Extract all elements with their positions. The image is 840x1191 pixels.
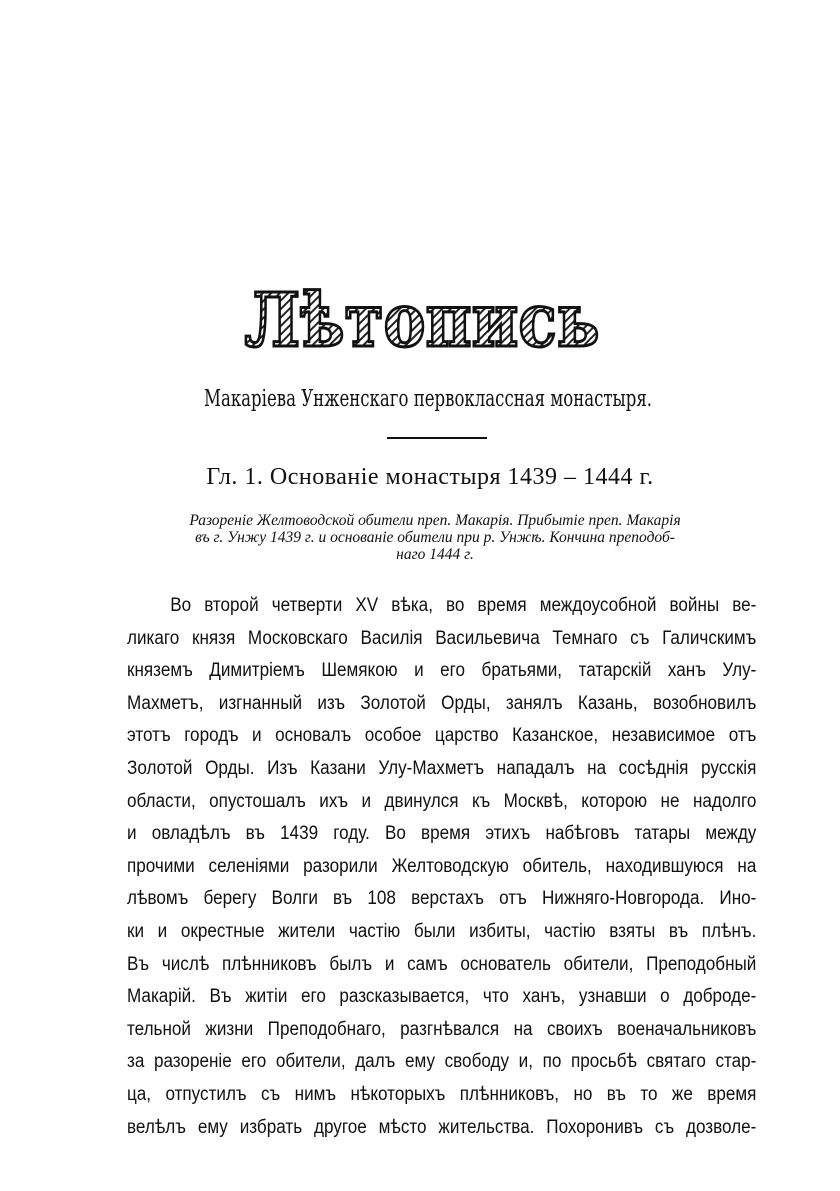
body-line: Махметъ, изгнанный изъ Золотой Орды, занялъ Казань, возобновилъ [127, 692, 757, 714]
body-line: тельной жизни Преподобнаго, разгнѣвался на своихъ военачальниковъ [127, 1018, 757, 1040]
summary-line: Разореніе Желтоводской обители преп. Макарія. Прибытіе преп. Макарія [189, 512, 681, 529]
summary-line: наго 1444 г. [396, 546, 474, 563]
body-line: Золотой Орды. Изъ Казани Улу-Махметъ нападалъ на сосѣднія русскія [127, 757, 757, 779]
body-line: Во второй четверти XV вѣка, во время междоусобной войны ве- [170, 595, 757, 616]
body-line: ки и окрестные жители частію были избиты, частію взяты въ плѣнъ. [127, 920, 757, 942]
decorative-title [240, 272, 605, 372]
body-line: за разореніе его обители, далъ ему свободу и, по просьбѣ святаго стар- [127, 1051, 757, 1073]
body-line: области, опустошалъ ихъ и двинулся къ Москвѣ, которою не надолго [127, 790, 757, 812]
body-line: ца, отпустилъ съ нимъ нѣкоторыхъ плѣнниковъ, но въ то же время [127, 1083, 757, 1105]
summary-line: въ г. Унжу 1439 г. и основаніе обители при р. Унжѣ. Кончина преподоб- [195, 529, 675, 546]
chapter-heading: Гл. 1. Основаніе монастыря 1439 – 1444 г. [206, 464, 654, 490]
body-line: этотъ городъ и основалъ особое царство Казанское, независимое отъ [127, 725, 757, 747]
chapter-summary [130, 512, 740, 563]
body-line: прочими селеніями разорили Желтоводскую обитель, находившуюся на [127, 855, 757, 877]
body-line: ликаго князя Московскаго Василія Васильевича Темнаго съ Галичскимъ [127, 627, 757, 649]
divider-rule [387, 437, 487, 439]
body-line: и овладѣлъ въ 1439 году. Во время этихъ набѣговъ татары между [127, 823, 757, 845]
title-text: Лѣтопись [244, 278, 600, 364]
body-line: лѣвомъ берегу Волги въ 108 верстахъ отъ Нижняго-Новгорода. Ино- [127, 888, 757, 910]
body-line: велѣлъ ему избрать другое мѣсто жительства. Похоронивъ съ дозволе- [127, 1116, 757, 1138]
body-line: Макарій. Въ житіи его разсказывается, что ханъ, узнавши о доброде- [127, 986, 757, 1008]
subtitle: Макаріева Унженскаго первоклассная монастыря. [203, 386, 653, 412]
body-line: Въ числѣ плѣнниковъ былъ и самъ основатель обители, Преподобный [127, 953, 757, 975]
body-paragraph [127, 590, 757, 1144]
body-line: княземъ Димитріемъ Шемякою и его братьями, татарскій ханъ Улу- [127, 660, 757, 682]
